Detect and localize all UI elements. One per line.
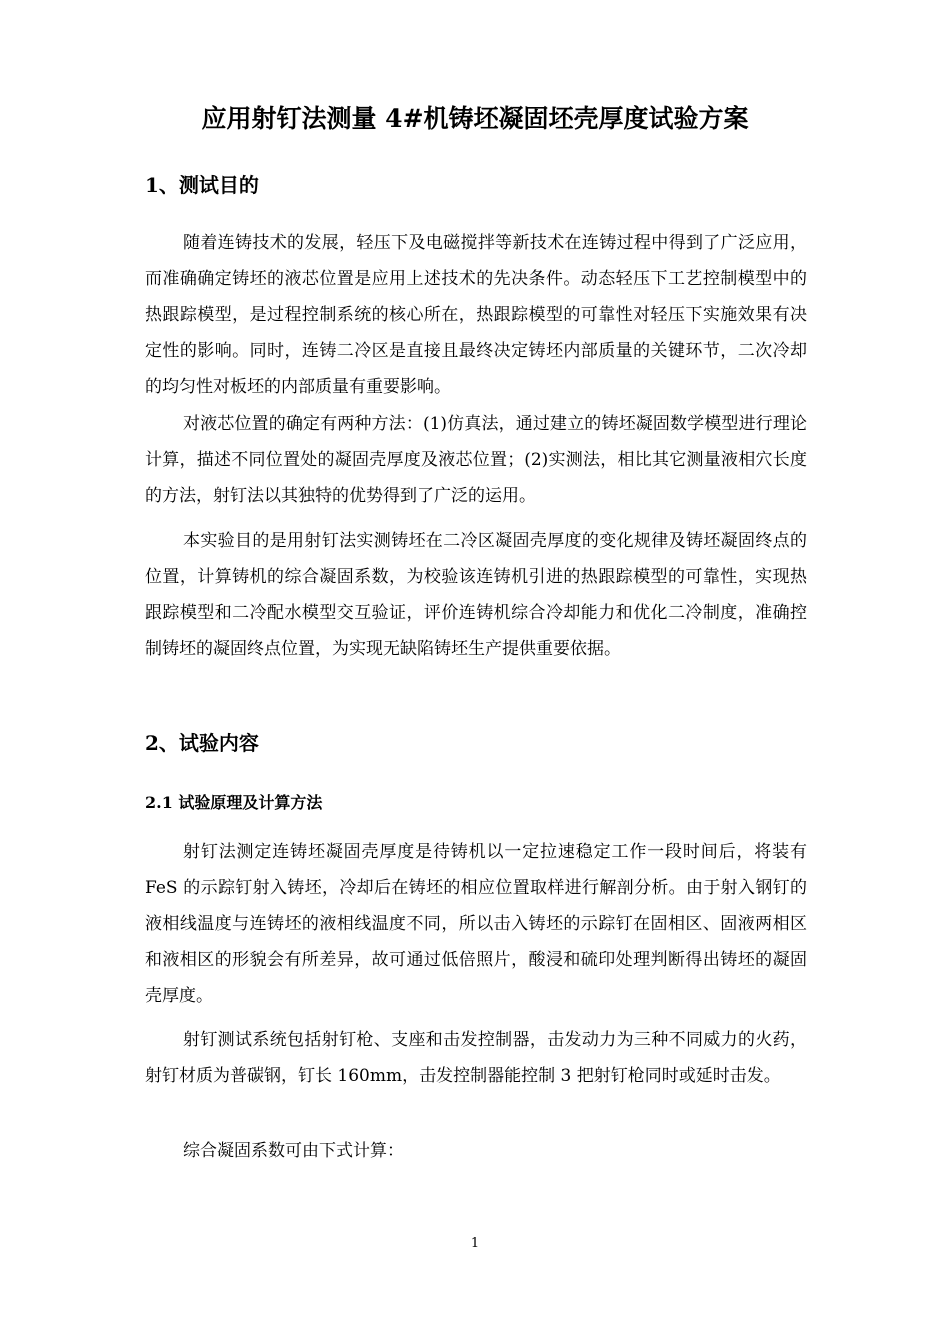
subsection-2-1-heading: 2.1 试验原理及计算方法 (145, 793, 323, 812)
section-1-paragraph-3: 本实验目的是用射钉法实测铸坯在二冷区凝固壳厚度的变化规律及铸坯凝固终点的位置，计算铸机的综合凝固系数，为校验该连铸机引进的热跟踪模型的可靠性，实现热跟踪模型和二冷配水模型交互验证，评价连铸机综合冷却能力和优化二冷制度，准确控制铸坯的凝固终点位置，为实现无缺陷铸坯生产提供重要依据。 (145, 531, 807, 660)
section-1-heading: 1、测试目的 (145, 173, 259, 197)
section-1-paragraph-2: 对液芯位置的确定有两种方法：(1)仿真法，通过建立的铸坯凝固数学模型进行理论计算，描述不同位置处的凝固壳厚度及液芯位置；(2)实测法，相比其它测量液相穴长度的方法，射钉法以其独特的优势得到了广泛的运用。 (145, 414, 807, 507)
page-number: 1 (470, 1236, 480, 1251)
document-title: 应用射钉法测量 4#机铸坯凝固坯壳厚度试验方案 (201, 104, 749, 133)
subsection-2-1-paragraph-1: 射钉法测定连铸坯凝固壳厚度是待铸机以一定拉速稳定工作一段时间后，将装有 FeS 的示踪钉射入铸坯，冷却后在铸坯的相应位置取样进行解剖分析。由于射入钢钉的液相线温度与连铸坯的液相线温度不同，所以击入铸坯的示踪钉在固相区、固液两相区和液相区的形貌会有所差异，故可通过低倍照片，酸浸和硫印处理判断得出铸坯的凝固壳厚度。 (145, 842, 807, 1007)
subsection-2-1-paragraph-2: 射钉测试系统包括射钉枪、支座和击发控制器，击发动力为三种不同威力的火药，射钉材质为普碳钢，钉长 160mm，击发控制器能控制 3 把射钉枪同时或延时击发。 (145, 1030, 807, 1087)
subsection-2-1-paragraph-3: 综合凝固系数可由下式计算： (183, 1141, 404, 1161)
section-2-heading: 2、试验内容 (145, 731, 259, 755)
section-1-paragraph-1: 随着连铸技术的发展，轻压下及电磁搅拌等新技术在连铸过程中得到了广泛应用，而准确确定铸坯的液芯位置是应用上述技术的先决条件。动态轻压下工艺控制模型中的热跟踪模型，是过程控制系统的核心所在，热跟踪模型的可靠性对轻压下实施效果有决定性的影响。同时，连铸二冷区是直接且最终决定铸坯内部质量的关键环节，二次冷却的均匀性对板坯的内部质量有重要影响。 (145, 233, 807, 398)
